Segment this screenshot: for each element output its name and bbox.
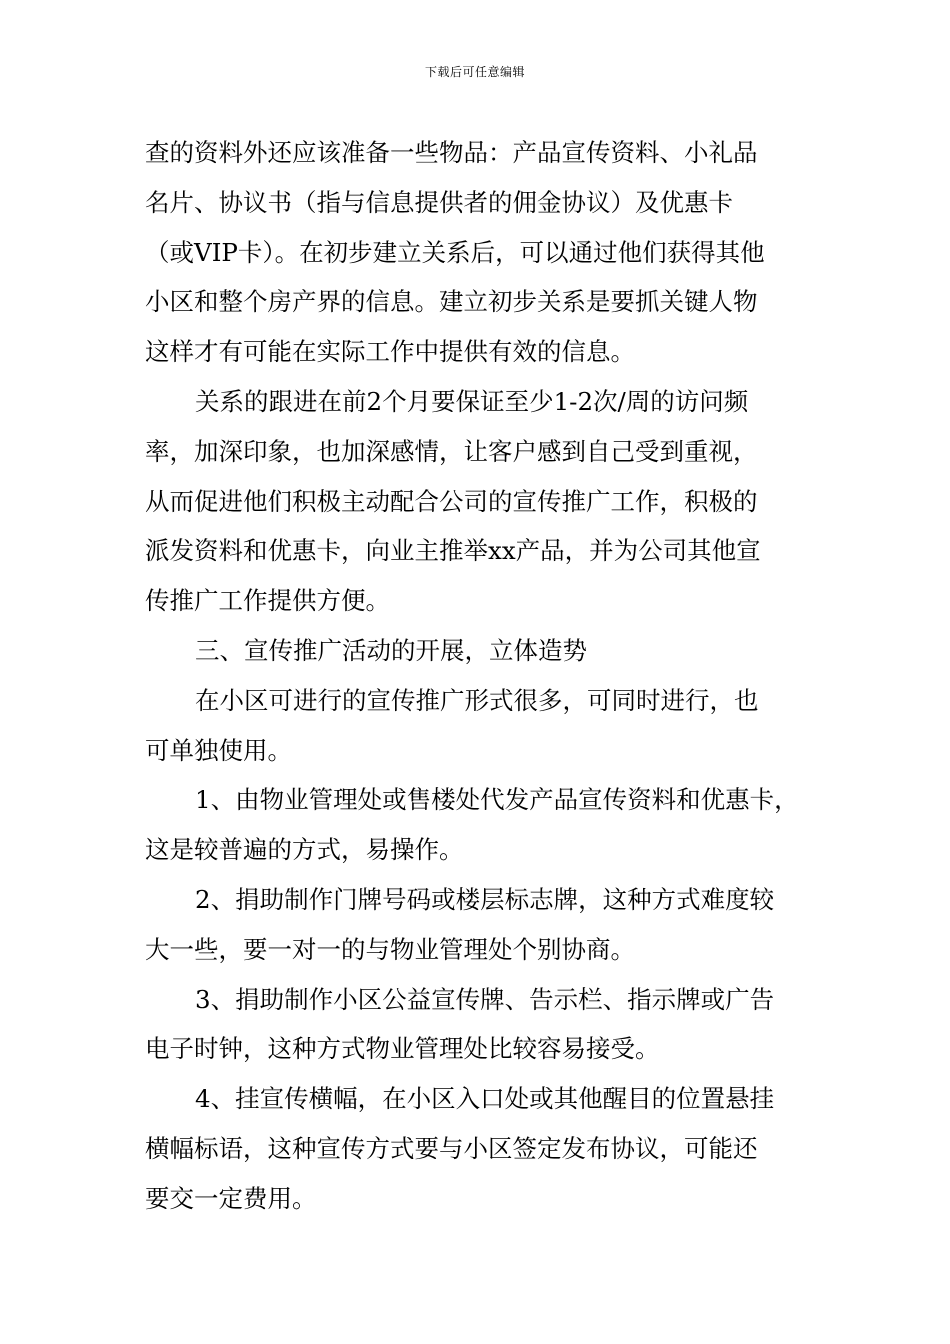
text-line: 三、宣传推广活动的开展，立体造势 bbox=[195, 635, 587, 665]
text-line: 从而促进他们积极主动配合公司的宣传推广工作，积极的 bbox=[145, 486, 758, 516]
text-line: 名片、协议书（指与信息提供者的佣金协议）及优惠卡 bbox=[145, 187, 733, 217]
text-line: 电子时钟，这种方式物业管理处比较容易接受。 bbox=[145, 1034, 660, 1064]
page-header: 下载后可任意编辑 bbox=[424, 65, 525, 79]
text-line: 查的资料外还应该准备一些物品：产品宣传资料、小礼品 bbox=[145, 138, 758, 167]
text-line: 横幅标语，这种宣传方式要与小区签定发布协议，可能还 bbox=[145, 1133, 758, 1163]
text-line: 关系的跟进在前2个月要保证至少1-2次/周的访问频 bbox=[195, 386, 749, 416]
text-line: 可单独使用。 bbox=[145, 735, 292, 765]
text-line: 这是较普遍的方式，易操作。 bbox=[145, 835, 464, 865]
document-body bbox=[145, 128, 810, 1224]
text-line: 在小区可进行的宣传推广形式很多，可同时进行，也 bbox=[195, 685, 759, 715]
text-line: 1、由物业管理处或售楼处代发产品宣传资料和优惠卡， bbox=[195, 785, 799, 815]
text-line: 4、挂宣传横幅，在小区入口处或其他醒目的位置悬挂 bbox=[195, 1084, 775, 1114]
text-line: 小区和整个房产界的信息。建立初步关系是要抓关键人物 bbox=[145, 287, 758, 317]
text-line: 大一些，要一对一的与物业管理处个别协商。 bbox=[145, 934, 635, 964]
text-line: 传推广工作提供方便。 bbox=[145, 586, 390, 616]
text-line: 2、捐助制作门牌号码或楼层标志牌，这种方式难度较 bbox=[195, 884, 775, 914]
text-line: 派发资料和优惠卡，向业主推举xx产品，并为公司其他宣 bbox=[145, 536, 761, 566]
text-line: （或VIP卡）。在初步建立关系后，可以通过他们获得其他 bbox=[145, 237, 765, 267]
text-line: 率，加深印象，也加深感情，让客户感到自己受到重视， bbox=[145, 436, 758, 466]
text-line: 3、捐助制作小区公益宣传牌、告示栏、指示牌或广告 bbox=[195, 984, 775, 1014]
text-line: 要交一定费用。 bbox=[145, 1183, 317, 1213]
text-line: 这样才有可能在实际工作中提供有效的信息。 bbox=[145, 337, 635, 367]
